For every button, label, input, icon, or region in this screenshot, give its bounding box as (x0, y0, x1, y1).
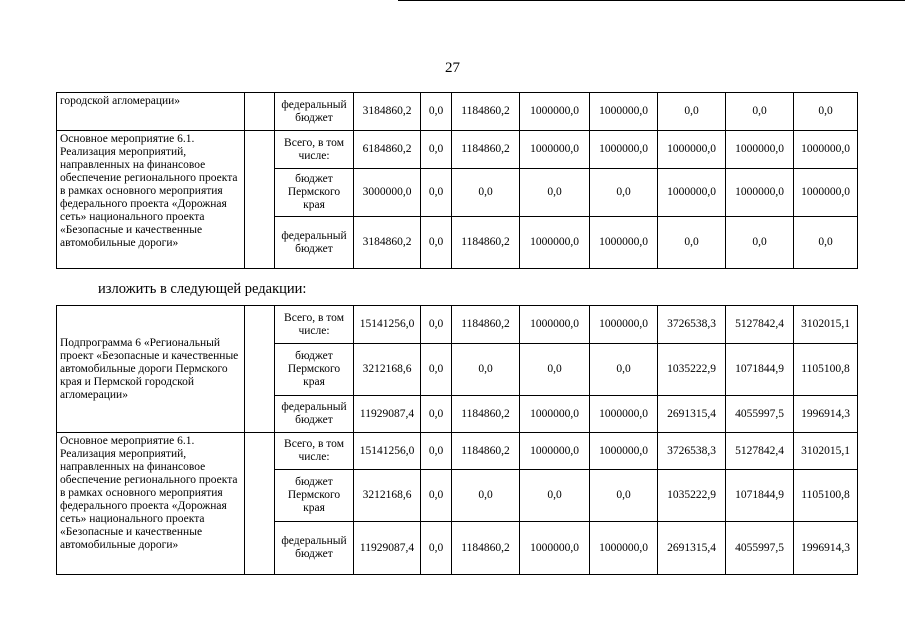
table-row (57, 131, 858, 169)
empty-cell (245, 131, 275, 269)
amount-cell: 1000000,0 (590, 433, 658, 470)
amount-cell: 1105100,8 (794, 470, 858, 522)
amount-cell: 3726538,3 (658, 433, 726, 470)
amount-cell: 1184860,2 (452, 306, 520, 344)
table-row (57, 306, 858, 344)
amount-cell: 0,0 (658, 217, 726, 269)
amount-cell: 1000000,0 (520, 396, 590, 433)
amount-cell: 0,0 (421, 344, 452, 396)
amount-cell: 1184860,2 (452, 396, 520, 433)
funding-source: федеральный бюджет (275, 396, 354, 433)
amount-cell: 2691315,4 (658, 522, 726, 575)
amount-cell: 1000000,0 (658, 169, 726, 217)
amount-cell: 0,0 (726, 217, 794, 269)
funding-source: федеральный бюджет (275, 522, 354, 575)
funding-source: бюджет Пермского края (275, 344, 354, 396)
amount-cell: 0,0 (421, 131, 452, 169)
amount-cell: 1000000,0 (520, 217, 590, 269)
amount-cell: 0,0 (590, 169, 658, 217)
amount-cell: 0,0 (421, 306, 452, 344)
funding-source: Всего, в том числе: (275, 433, 354, 470)
program-title: городской агломерации» (57, 93, 245, 131)
amount-cell: 0,0 (421, 433, 452, 470)
amount-cell: 0,0 (452, 169, 520, 217)
amount-cell: 1000000,0 (590, 522, 658, 575)
page-number: 27 (445, 60, 460, 76)
amount-cell: 1000000,0 (794, 131, 858, 169)
budget-table-new (56, 305, 858, 575)
table-row (57, 93, 858, 131)
amount-cell: 0,0 (520, 169, 590, 217)
amount-cell: 2691315,4 (658, 396, 726, 433)
amount-cell: 1184860,2 (452, 217, 520, 269)
amount-cell: 1000000,0 (590, 306, 658, 344)
funding-source: федеральный бюджет (275, 93, 354, 131)
amount-cell: 0,0 (421, 522, 452, 575)
instruction-text: изложить в следующей редакции: (98, 281, 307, 297)
amount-cell: 3102015,1 (794, 306, 858, 344)
amount-cell: 4055997,5 (726, 522, 794, 575)
amount-cell: 0,0 (421, 396, 452, 433)
amount-cell: 1000000,0 (520, 306, 590, 344)
amount-cell: 1184860,2 (452, 93, 520, 131)
amount-cell: 0,0 (794, 93, 858, 131)
program-title: Подпрограмма 6 «Региональный проект «Безопасные и качественные автомобильные дороги Пермского края и Пермской городской агломерации» (57, 306, 245, 433)
amount-cell: 15141256,0 (354, 433, 421, 470)
amount-cell: 11929087,4 (354, 396, 421, 433)
funding-source: федеральный бюджет (275, 217, 354, 269)
amount-cell: 3726538,3 (658, 306, 726, 344)
funding-source: бюджет Пермского края (275, 169, 354, 217)
amount-cell: 1000000,0 (590, 93, 658, 131)
amount-cell: 1184860,2 (452, 522, 520, 575)
amount-cell: 5127842,4 (726, 306, 794, 344)
amount-cell: 1000000,0 (520, 131, 590, 169)
amount-cell: 15141256,0 (354, 306, 421, 344)
amount-cell: 3184860,2 (354, 93, 421, 131)
amount-cell: 4055997,5 (726, 396, 794, 433)
amount-cell: 1071844,9 (726, 470, 794, 522)
empty-cell (245, 93, 275, 131)
amount-cell: 0,0 (520, 470, 590, 522)
amount-cell: 1000000,0 (520, 93, 590, 131)
amount-cell: 0,0 (452, 344, 520, 396)
amount-cell: 0,0 (421, 169, 452, 217)
amount-cell: 1184860,2 (452, 131, 520, 169)
amount-cell: 3212168,6 (354, 470, 421, 522)
amount-cell: 1035222,9 (658, 344, 726, 396)
amount-cell: 0,0 (590, 344, 658, 396)
empty-cell (245, 306, 275, 433)
amount-cell: 3212168,6 (354, 344, 421, 396)
amount-cell: 1000000,0 (590, 396, 658, 433)
budget-table-old (56, 92, 858, 269)
amount-cell: 3102015,1 (794, 433, 858, 470)
funding-source: бюджет Пермского края (275, 470, 354, 522)
amount-cell: 0,0 (421, 470, 452, 522)
funding-source: Всего, в том числе: (275, 131, 354, 169)
amount-cell: 6184860,2 (354, 131, 421, 169)
amount-cell: 1996914,3 (794, 396, 858, 433)
amount-cell: 0,0 (658, 93, 726, 131)
amount-cell: 3184860,2 (354, 217, 421, 269)
table-row (57, 433, 858, 470)
program-title: Основное мероприятие 6.1. Реализация мероприятий, направленных на финансовое обеспечение регионального проекта в рамках основного мероприятия федерального проекта «Дорожная сеть» национального проекта «Безопасные и качественные автомобильные дороги» (57, 131, 245, 269)
amount-cell: 3000000,0 (354, 169, 421, 217)
amount-cell: 1996914,3 (794, 522, 858, 575)
amount-cell: 1105100,8 (794, 344, 858, 396)
amount-cell: 1000000,0 (794, 169, 858, 217)
amount-cell: 1000000,0 (658, 131, 726, 169)
page-top-rule (398, 0, 905, 1)
empty-cell (245, 433, 275, 575)
amount-cell: 0,0 (520, 344, 590, 396)
amount-cell: 1000000,0 (590, 217, 658, 269)
amount-cell: 5127842,4 (726, 433, 794, 470)
amount-cell: 1184860,2 (452, 433, 520, 470)
amount-cell: 0,0 (590, 470, 658, 522)
amount-cell: 0,0 (794, 217, 858, 269)
amount-cell: 1000000,0 (520, 433, 590, 470)
amount-cell: 0,0 (726, 93, 794, 131)
amount-cell: 1000000,0 (520, 522, 590, 575)
amount-cell: 1000000,0 (726, 169, 794, 217)
funding-source: Всего, в том числе: (275, 306, 354, 344)
amount-cell: 0,0 (452, 470, 520, 522)
amount-cell: 11929087,4 (354, 522, 421, 575)
amount-cell: 1000000,0 (726, 131, 794, 169)
amount-cell: 1000000,0 (590, 131, 658, 169)
amount-cell: 0,0 (421, 93, 452, 131)
amount-cell: 1071844,9 (726, 344, 794, 396)
amount-cell: 0,0 (421, 217, 452, 269)
program-title: Основное мероприятие 6.1. Реализация мероприятий, направленных на финансовое обеспечение регионального проекта в рамках основного мероприятия федерального проекта «Дорожная сеть» национального проекта «Безопасные и качественные автомобильные дороги» (57, 433, 245, 575)
amount-cell: 1035222,9 (658, 470, 726, 522)
